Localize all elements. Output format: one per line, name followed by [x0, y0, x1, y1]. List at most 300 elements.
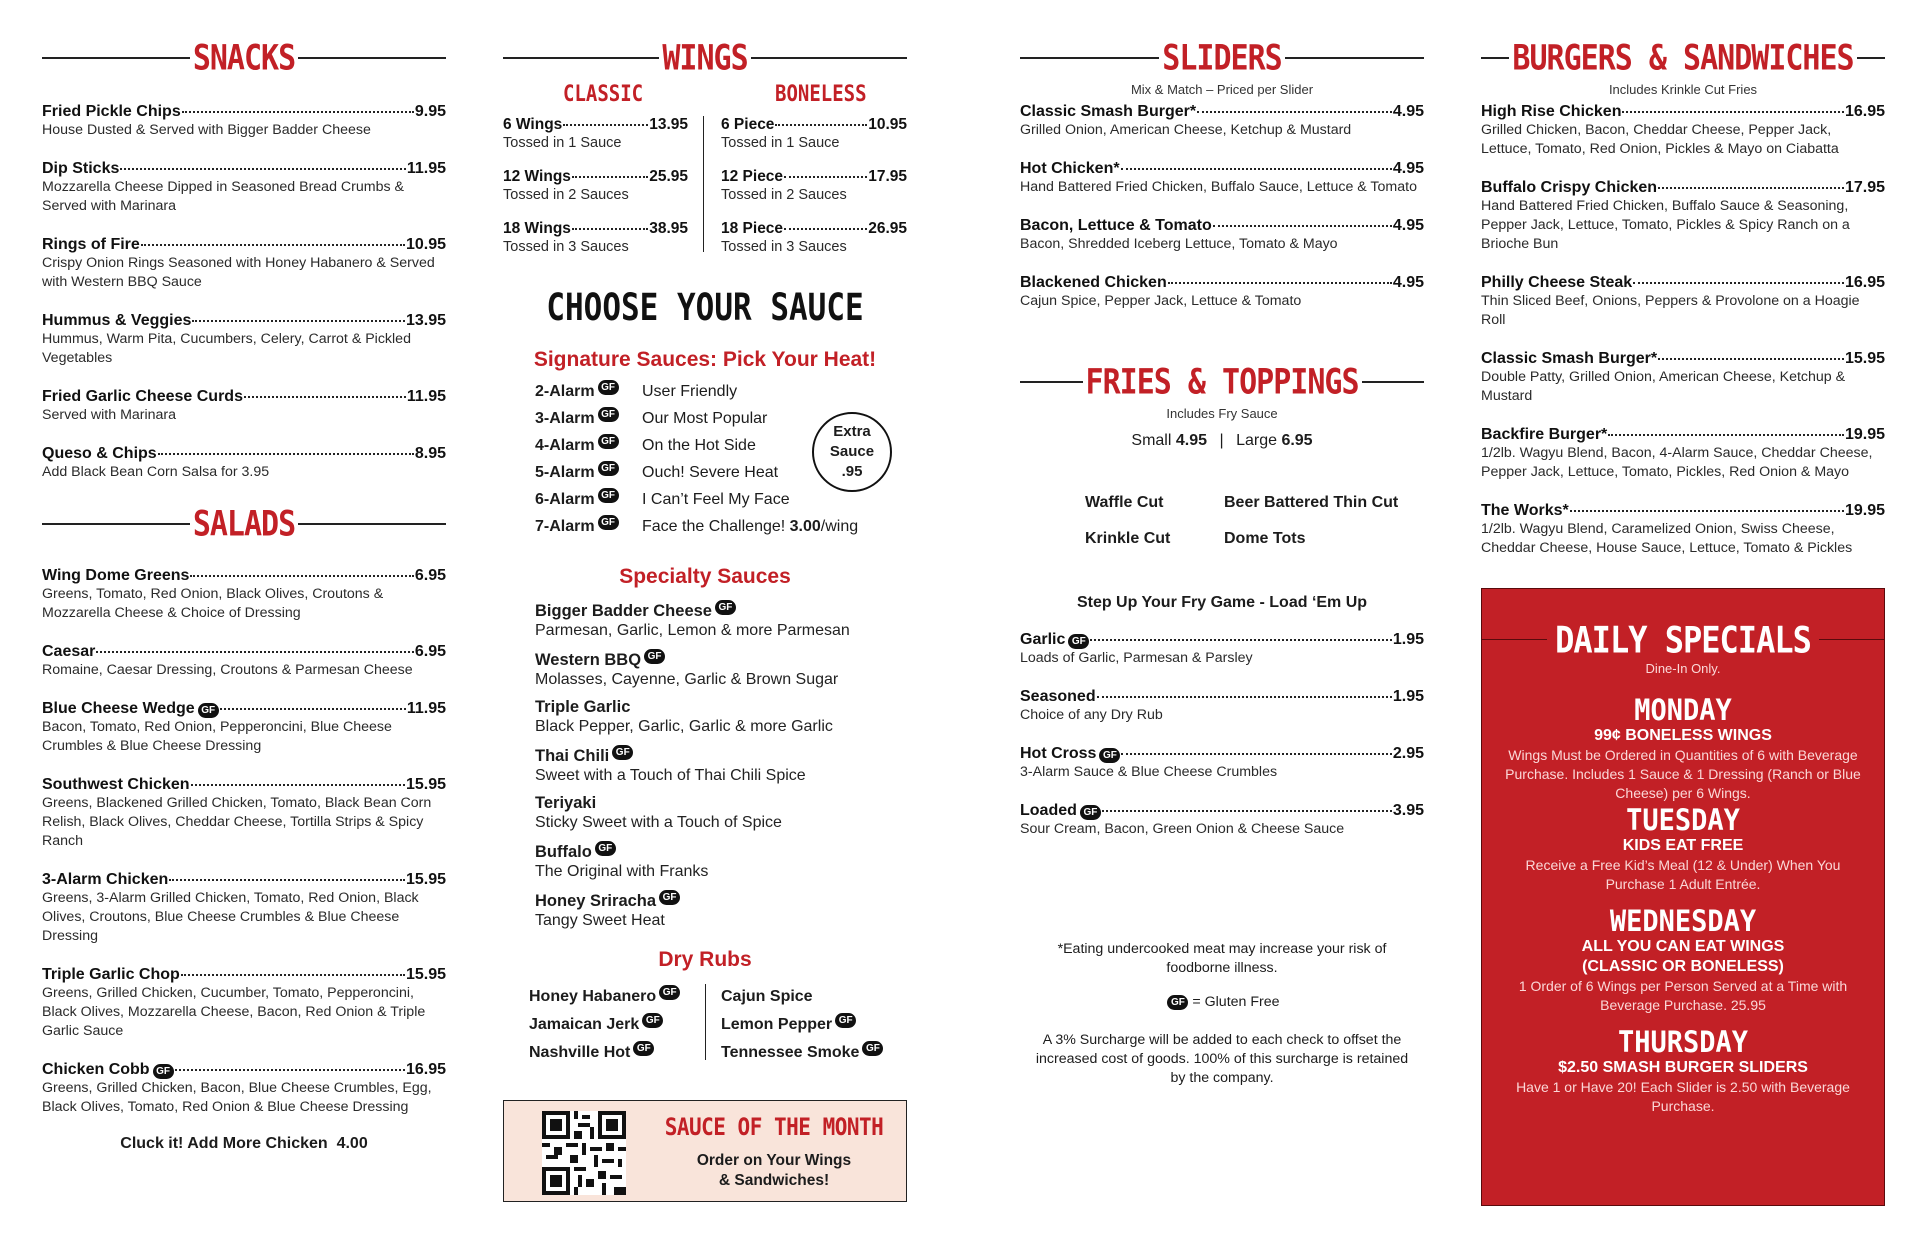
special-day-name: THURSDAY [1617, 1025, 1749, 1060]
special-day [1502, 906, 1864, 1015]
gf-icon: GF [715, 600, 736, 615]
item-name: 6 Piece [721, 116, 775, 133]
gf-icon: GF [598, 488, 619, 503]
dot-leader [1213, 225, 1392, 227]
fries-title: FRIES & TOPPINGS [1085, 361, 1359, 403]
gf-icon: GF [198, 703, 219, 718]
surcharge-note: A 3% Surcharge will be added to each check to offset the increased cost of goods. 100% of this surcharge is retained by the company. [1035, 1032, 1409, 1086]
item-line [1481, 425, 1885, 444]
item-price: 15.95 [405, 776, 446, 793]
special-day-name: TUESDAY [1626, 803, 1740, 838]
item-price: 26.95 [868, 220, 907, 237]
dry-rubs-right [721, 983, 907, 1067]
special-headline: ALL YOU CAN EAT WINGS [1581, 938, 1785, 955]
gf-icon: GF [153, 1064, 174, 1079]
dot-leader [572, 228, 648, 230]
item-price: 1.95 [1392, 631, 1424, 648]
special-day [1502, 695, 1864, 803]
gf-icon: GF [1099, 748, 1120, 763]
item-line [42, 566, 446, 585]
item-description: Tossed in 3 Sauces [503, 239, 629, 255]
item-description: 1/2lb. Wagyu Blend, Caramelized Onion, Swiss Cheese, Cheddar Cheese, House Sauce, Lettuce, Tomato & Pickles [1481, 521, 1853, 556]
extra-sauce-badge [812, 412, 892, 492]
item-name: Bacon, Lettuce & Tomato [1020, 217, 1212, 234]
item-price: 10.95 [868, 116, 907, 133]
item-line [42, 642, 446, 661]
dot-leader [192, 320, 405, 322]
menu-item [1020, 273, 1424, 311]
specialty-sauce [535, 794, 895, 832]
dry-rubs-left [529, 983, 704, 1067]
item-price: 15.95 [1844, 350, 1885, 367]
small-label: Small [1131, 432, 1176, 449]
gf-icon: GF [659, 985, 680, 1000]
menu-item [1481, 273, 1885, 330]
item-description: Hand Battered Fried Chicken, Buffalo Sauce, Lettuce & Tomato [1020, 179, 1417, 195]
heat-level: 2-Alarm GF [535, 378, 642, 405]
item-name: Fried Garlic Cheese Curds [42, 388, 243, 405]
item-price: 3.95 [1392, 802, 1424, 819]
sauce-description: Sweet with a Touch of Thai Chili Spice [535, 767, 806, 784]
dot-leader [1121, 168, 1392, 170]
item-price: 6.95 [414, 643, 446, 660]
sauce-description: Sticky Sweet with a Touch of Spice [535, 814, 782, 831]
special-day [1502, 805, 1864, 894]
special-headline: KIDS EAT FREE [1622, 837, 1744, 854]
specialty-list [535, 600, 895, 939]
heat-level: 3-Alarm GF [535, 405, 642, 432]
dot-leader [1658, 358, 1844, 360]
item-price: 19.95 [1844, 502, 1885, 519]
item-name: The Works* [1481, 502, 1569, 519]
item-line [1481, 102, 1885, 121]
sliders-subtitle: Mix & Match – Priced per Slider [1130, 82, 1314, 97]
item-description: Greens, 3-Alarm Grilled Chicken, Tomato, Red Onion, Black Olives, Croutons, Blue Cheese Crumbles & Blue Cheese Dressing [42, 890, 419, 944]
burgers-title: BURGERS & SANDWICHES [1512, 37, 1854, 79]
dot-leader [1570, 510, 1844, 512]
item-description: Served with Marinara [42, 407, 177, 423]
menu-item [1020, 216, 1424, 254]
item-description: Choice of any Dry Rub [1020, 707, 1163, 723]
item-line [42, 965, 446, 984]
sauce-of-month-text [654, 1151, 894, 1191]
special-headline: (CLASSIC OR BONELESS) [1582, 958, 1784, 975]
dot-leader [220, 708, 406, 710]
cut-waffle: Waffle Cut [1085, 494, 1164, 511]
heat-level: 7-Alarm GF [535, 513, 642, 540]
specials-subtitle: Dine-In Only. [1645, 661, 1721, 676]
item-name: 18 Wings [503, 220, 571, 237]
sauce-of-month-box [503, 1100, 907, 1202]
dot-leader [191, 784, 405, 786]
item-price: 16.95 [405, 1061, 446, 1078]
specialty-sauces-title: Specialty Sauces [619, 565, 791, 588]
item-line [1481, 273, 1885, 292]
item-price: 11.95 [406, 160, 446, 177]
gf-icon: GF [598, 461, 619, 476]
item-description: Add Black Bean Corn Salsa for 3.95 [42, 464, 270, 480]
heat-extra-price: 3.00 [789, 518, 821, 535]
item-name: Blackened Chicken [1020, 274, 1167, 291]
item-line [1020, 159, 1424, 178]
dry-rub-item: Lemon Pepper GF [721, 1011, 907, 1039]
gf-icon: GF [862, 1041, 883, 1056]
dot-leader [175, 1069, 405, 1071]
sotm-line1: Order on Your Wings [696, 1152, 852, 1169]
item-name: Fried Pickle Chips [42, 103, 181, 120]
special-headline: 99¢ BONELESS WINGS [1594, 727, 1772, 744]
item-description: Bacon, Shredded Iceberg Lettuce, Tomato & Mayo [1020, 236, 1338, 252]
dry-rubs-title: Dry Rubs [658, 948, 752, 971]
item-line [42, 159, 446, 178]
item-name: 12 Wings [503, 168, 571, 185]
wing-option [503, 219, 688, 257]
item-line [42, 387, 446, 406]
item-price: 11.95 [406, 700, 446, 717]
gf-icon: GF [1167, 995, 1188, 1010]
dry-rub-item: Jamaican Jerk GF [529, 1011, 704, 1039]
item-name: 18 Piece [721, 220, 784, 237]
item-description: Crispy Onion Rings Seasoned with Honey Habanero & Served with Western BBQ Sauce [42, 255, 435, 290]
item-line [1020, 216, 1424, 235]
dot-leader [169, 879, 405, 881]
gf-legend [1020, 994, 1424, 1010]
item-name: Hummus & Veggies [42, 312, 192, 329]
salads-title: SALADS [192, 503, 296, 545]
item-line [1020, 273, 1424, 292]
item-line [721, 167, 907, 186]
item-price: 4.95 [1392, 103, 1424, 120]
sotm-line2: & Sandwiches! [718, 1172, 830, 1189]
item-line [42, 699, 446, 718]
special-day-name: WEDNESDAY [1609, 904, 1757, 939]
item-price: 8.95 [414, 445, 446, 462]
menu-item [1481, 102, 1885, 159]
extra-badge-price: .95 [841, 463, 863, 480]
dry-rub-item: Honey Habanero GF [529, 983, 704, 1011]
item-price: 13.95 [405, 312, 446, 329]
dot-leader [120, 168, 405, 170]
item-price: 17.95 [1844, 179, 1885, 196]
sliders-list [1020, 102, 1424, 330]
item-description: Cajun Spice, Pepper Jack, Lettuce & Tomato [1020, 293, 1302, 309]
item-description: Greens, Grilled Chicken, Bacon, Blue Cheese Crumbles, Egg, Black Olives, Tomato, Red Onion & Blue Cheese Dressing [42, 1080, 432, 1115]
dot-leader [158, 453, 414, 455]
menu-item [1481, 425, 1885, 482]
menu-item [1020, 744, 1424, 782]
item-price: 19.95 [1844, 426, 1885, 443]
item-line [1481, 178, 1885, 197]
item-description: Hand Battered Fried Chicken, Buffalo Sauce & Seasoning, Pepper Jack, Lettuce, Tomato, Pickles & Spicy Ranch on a Brioche Bun [1481, 198, 1850, 252]
dot-leader [1090, 639, 1392, 641]
gf-icon: GF [835, 1013, 856, 1028]
gf-icon: GF [659, 890, 680, 905]
special-headline: $2.50 SMASH BURGER SLIDERS [1558, 1059, 1808, 1076]
item-description: Tossed in 3 Sauces [721, 239, 847, 255]
sauce-of-month-title: SAUCE OF THE MONTH [664, 1113, 884, 1141]
cut-dome-tots: Dome Tots [1224, 530, 1306, 547]
item-description: Sour Cream, Bacon, Green Onion & Cheese Sauce [1020, 821, 1345, 837]
menu-item [1481, 501, 1885, 558]
step-up-title: Step Up Your Fry Game - Load ‘Em Up [1076, 594, 1368, 611]
specialty-sauce [535, 600, 895, 640]
item-name: 6 Wings [503, 116, 563, 133]
dot-leader [1102, 810, 1392, 812]
item-price: 15.95 [405, 966, 446, 983]
item-name: Classic Smash Burger* [1481, 350, 1658, 367]
burgers-list [1481, 102, 1885, 577]
item-description: House Dusted & Served with Bigger Badder Cheese [42, 122, 371, 138]
item-description: Greens, Tomato, Red Onion, Black Olives, Croutons & Mozzarella Cheese & Choice of Dressing [42, 586, 384, 621]
item-name: Blue Cheese Wedge [42, 700, 195, 717]
item-description: 3-Alarm Sauce & Blue Cheese Crumbles [1020, 764, 1278, 780]
item-name: Rings of Fire [42, 236, 140, 253]
menu-item [42, 311, 446, 368]
item-price: 6.95 [414, 567, 446, 584]
undercooked-note: *Eating undercooked meat may increase your risk of foodborne illness. [1057, 941, 1387, 976]
item-name: Buffalo Crispy Chicken [1481, 179, 1658, 196]
item-line [1020, 102, 1424, 121]
sauce-name: Triple Garlic [535, 698, 631, 716]
specialty-sauce [535, 698, 895, 736]
item-line [721, 219, 907, 238]
sauce-name: Honey Sriracha GF [535, 890, 895, 911]
sauce-description: Molasses, Cayenne, Garlic & Brown Sugar [535, 671, 839, 688]
item-line [42, 102, 446, 121]
heat-extra-unit: /wing [820, 518, 859, 535]
gf-icon: GF [644, 649, 665, 664]
dry-rub-item: Nashville Hot GF [529, 1039, 704, 1067]
sauce-description: The Original with Franks [535, 863, 709, 880]
dot-leader [1197, 111, 1392, 113]
item-name: Southwest Chicken [42, 776, 190, 793]
dot-leader [1622, 111, 1843, 113]
fries-prices [1020, 432, 1424, 450]
dot-leader [1168, 282, 1392, 284]
dot-leader [96, 651, 413, 653]
sauce-name: Western BBQ GF [535, 649, 895, 670]
item-name: Caesar [42, 643, 96, 660]
cut-beer-battered: Beer Battered Thin Cut [1224, 494, 1399, 511]
item-line [42, 775, 446, 794]
dot-leader [784, 176, 867, 178]
item-name: Philly Cheese Steak [1481, 274, 1633, 291]
gf-icon: GF [612, 745, 633, 760]
heat-description: I Can’t Feel My Face [642, 491, 790, 508]
dot-leader [775, 124, 867, 126]
item-description: Tossed in 2 Sauces [503, 187, 629, 203]
classic-label: CLASSIC [563, 81, 644, 107]
item-name: Dip Sticks [42, 160, 120, 177]
menu-item [42, 444, 446, 482]
item-description: Tossed in 1 Sauce [721, 135, 840, 151]
item-description: Mozzarella Cheese Dipped in Seasoned Bread Crumbs & Served with Marinara [42, 179, 404, 214]
item-description: Grilled Onion, American Cheese, Ketchup & Mustard [1020, 122, 1352, 138]
sauce-description: Parmesan, Garlic, Lemon & more Parmesan [535, 622, 850, 639]
sliders-title: SLIDERS [1162, 37, 1282, 79]
item-price: 9.95 [414, 103, 446, 120]
gf-icon: GF [598, 515, 619, 530]
dot-leader [181, 974, 405, 976]
item-price: 4.95 [1392, 160, 1424, 177]
boneless-wings-list [721, 115, 907, 271]
item-price: 10.95 [405, 236, 446, 253]
specialty-sauce [535, 745, 895, 785]
menu-item [1020, 630, 1424, 668]
item-line [721, 115, 907, 134]
special-details: 1 Order of 6 Wings per Person Served at a Time with Beverage Purchase. 25.95 [1518, 978, 1848, 1013]
item-line [42, 870, 446, 889]
item-line [503, 219, 688, 238]
special-details: Wings Must be Ordered in Quantities of 6 with Beverage Purchase. Includes 1 Sauce & 1 Dressing (Ranch or Blue Cheese) per 6 Wings. [1505, 747, 1861, 801]
item-line [503, 167, 688, 186]
heat-description: Face the Challenge! 3.00/wing [642, 518, 859, 535]
sliders-header [1020, 38, 1424, 78]
dot-leader [141, 244, 405, 246]
item-price: 17.95 [868, 168, 907, 185]
menu-item [42, 566, 446, 623]
dot-leader [1121, 753, 1391, 755]
menu-item [42, 235, 446, 292]
menu-item [42, 387, 446, 425]
item-name: Classic Smash Burger* [1020, 103, 1197, 120]
gf-icon: GF [598, 407, 619, 422]
add-chicken-note: Cluck it! Add More Chicken 4.00 [120, 1135, 368, 1152]
extra-badge-line2: Sauce [829, 443, 875, 460]
gf-icon: GF [598, 434, 619, 449]
specials-list [1502, 695, 1864, 1116]
item-line [1020, 630, 1424, 649]
specialty-sauce [535, 890, 895, 930]
item-name: 12 Piece [721, 168, 784, 185]
item-description: Bacon, Tomato, Red Onion, Pepperoncini, Blue Cheese Crumbles & Blue Cheese Dressing [42, 719, 392, 754]
sauce-description: Black Pepper, Garlic, Garlic & more Garlic [535, 718, 833, 735]
item-price: 1.95 [1392, 688, 1424, 705]
item-line [1481, 349, 1885, 368]
item-description: Tossed in 2 Sauces [721, 187, 847, 203]
heat-level: 5-Alarm GF [535, 459, 642, 486]
signature-sauces-title: Signature Sauces: Pick Your Heat! [533, 348, 877, 371]
item-line [42, 444, 446, 463]
dot-leader [190, 575, 413, 577]
menu-item [42, 699, 446, 756]
specialty-sauce [535, 649, 895, 689]
boneless-label: BONELESS [775, 81, 867, 107]
item-name: Hot Chicken* [1020, 160, 1120, 177]
item-name: Queso & Chips [42, 445, 157, 462]
item-price: 38.95 [649, 220, 688, 237]
large-price: 6.95 [1281, 432, 1313, 449]
dot-leader [1608, 434, 1844, 436]
small-price: 4.95 [1175, 432, 1207, 449]
classic-wings-list [503, 115, 688, 271]
wing-option [721, 167, 907, 205]
gf-icon: GF [642, 1013, 663, 1028]
dry-rub-item: Cajun Spice [721, 988, 813, 1005]
item-name: Loaded [1020, 802, 1077, 819]
item-description: Loads of Garlic, Parmesan & Parsley [1020, 650, 1253, 666]
item-name: Chicken Cobb [42, 1061, 150, 1078]
choose-sauce-title: CHOOSE YOUR SAUCE [546, 286, 864, 330]
burgers-subtitle: Includes Krinkle Cut Fries [1608, 82, 1758, 97]
special-details: Have 1 or Have 20! Each Slider is 2.50 with Beverage Purchase. [1516, 1079, 1850, 1114]
item-name: 3-Alarm Chicken [42, 871, 169, 888]
wing-option [503, 167, 688, 205]
daily-specials-box [1481, 588, 1885, 1206]
sauce-name: Buffalo GF [535, 841, 895, 862]
heat-description: User Friendly [642, 383, 738, 400]
heat-description: Our Most Popular [642, 410, 768, 427]
salads-header [42, 504, 446, 544]
menu-item [42, 870, 446, 946]
wings-header [503, 38, 907, 78]
snacks-header [42, 38, 446, 78]
menu-item [1020, 102, 1424, 140]
qr-code[interactable] [542, 1111, 626, 1195]
menu-item [42, 642, 446, 680]
item-line [42, 311, 446, 330]
sauce-name: Bigger Badder Cheese GF [535, 600, 895, 621]
gf-icon: GF [598, 380, 619, 395]
heat-level: 4-Alarm GF [535, 432, 642, 459]
heat-row [535, 513, 875, 540]
item-name: Backfire Burger* [1481, 426, 1608, 443]
item-name: Seasoned [1020, 688, 1096, 705]
item-description: Greens, Grilled Chicken, Cucumber, Tomato, Pepperoncini, Black Olives, Mozzarella Cheese, Bacon, Red Onion & Triple Garlic Sauce [42, 985, 426, 1039]
special-day-name: MONDAY [1634, 693, 1732, 728]
item-description: Greens, Blackened Grilled Chicken, Tomato, Black Bean Corn Relish, Black Olives, Cheddar Cheese, Tortilla Strips & Spicy Ranch [42, 795, 432, 849]
item-line [42, 235, 446, 254]
item-price: 13.95 [649, 116, 688, 133]
cut-krinkle: Krinkle Cut [1085, 530, 1171, 547]
item-line [503, 115, 688, 134]
large-label: Large [1236, 432, 1282, 449]
specials-title-wrap [1482, 618, 1884, 662]
gf-icon: GF [1080, 805, 1101, 820]
item-name: Hot Cross [1020, 745, 1097, 762]
item-price: 11.95 [406, 388, 446, 405]
wing-option [721, 219, 907, 257]
dot-leader [1658, 187, 1844, 189]
item-line [42, 1060, 446, 1079]
item-line [1020, 744, 1424, 763]
specials-title: DAILY SPECIALS [1547, 618, 1819, 662]
special-details: Receive a Free Kid’s Meal (12 & Under) When You Purchase 1 Adult Entrée. [1525, 857, 1841, 892]
heat-row [535, 486, 875, 513]
item-description: Hummus, Warm Pita, Cucumbers, Celery, Carrot & Pickled Vegetables [42, 331, 411, 366]
heat-level: 6-Alarm GF [535, 486, 642, 513]
item-price: 2.95 [1392, 745, 1424, 762]
menu-item [1481, 349, 1885, 406]
wings-divider [703, 116, 704, 252]
menu-item [42, 102, 446, 140]
item-description: 1/2lb. Wagyu Blend, Bacon, 4-Alarm Sauce, Cheddar Cheese, Pepper Jack, Lettuce, Tomato, Pickles, Red Onion & Mayo [1481, 445, 1873, 480]
dot-leader [784, 228, 867, 230]
snacks-list [42, 102, 446, 501]
menu-item [1020, 159, 1424, 197]
item-description: Romaine, Caesar Dressing, Croutons & Parmesan Cheese [42, 662, 413, 678]
menu-item [42, 159, 446, 216]
menu-item [42, 965, 446, 1041]
menu-item [1020, 801, 1424, 839]
menu-item [1020, 687, 1424, 725]
item-price: 16.95 [1844, 274, 1885, 291]
fries-subtitle: Includes Fry Sauce [1166, 406, 1278, 421]
item-description: Thin Sliced Beef, Onions, Peppers & Provolone on a Hoagie Roll [1481, 293, 1860, 328]
snacks-title: SNACKS [192, 37, 296, 79]
sauce-name: Teriyaki [535, 794, 597, 812]
heat-row [535, 378, 875, 405]
